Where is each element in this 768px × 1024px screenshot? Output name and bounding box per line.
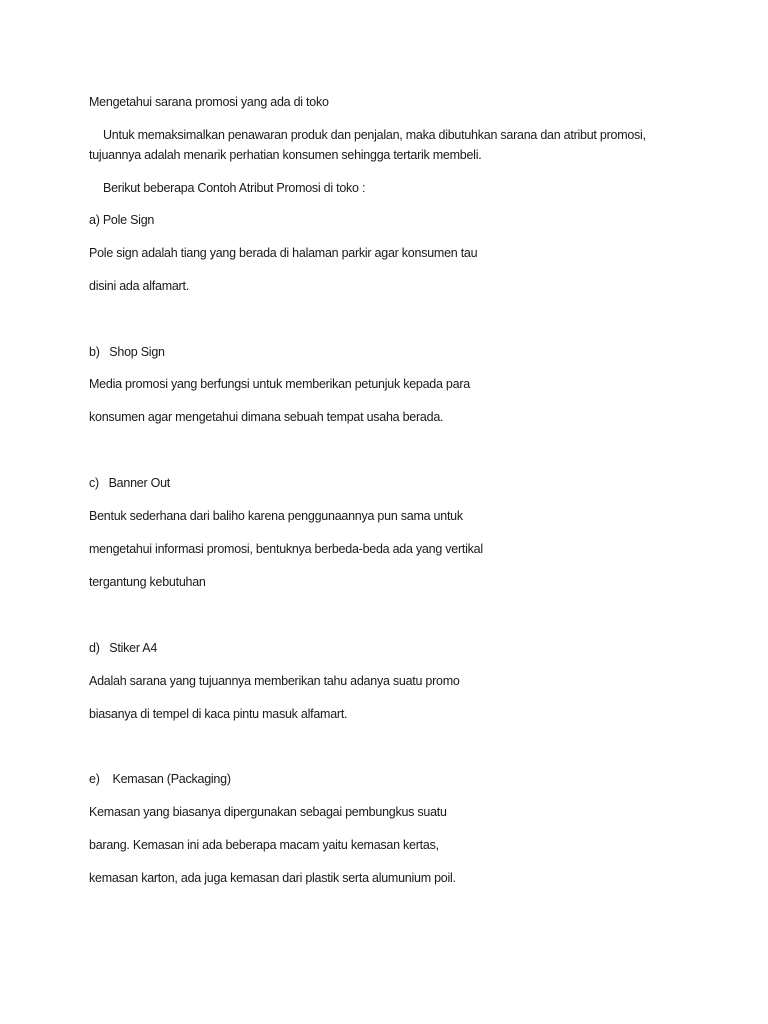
section-text: tergantung kebutuhan <box>89 575 206 589</box>
intro-line: Untuk memaksimalkan penawaran produk dan penjalan, maka dibutuhkan sarana dan atribut promosi, <box>103 128 646 142</box>
section-heading-a: a) Pole Sign <box>89 213 155 227</box>
intro-line: tujuannya adalah menarik perhatian konsumen sehingga tertarik membeli. <box>89 148 482 162</box>
lead-paragraph: Berikut beberapa Contoh Atribut Promosi di toko : <box>103 181 366 195</box>
section-text: konsumen agar mengetahui dimana sebuah tempat usaha berada. <box>89 410 444 424</box>
section-text: barang. Kemasan ini ada beberapa macam yaitu kemasan kertas, <box>89 838 439 852</box>
section-text: biasanya di tempel di kaca pintu masuk alfamart. <box>89 707 348 721</box>
section-text: kemasan karton, ada juga kemasan dari plastik serta alumunium poil. <box>89 871 456 885</box>
section-heading-e: e) Kemasan (Packaging) <box>89 772 231 786</box>
section-text: Bentuk sederhana dari baliho karena penggunaannya pun sama untuk <box>89 509 463 523</box>
section-text: Media promosi yang berfungsi untuk memberikan petunjuk kepada para <box>89 377 470 391</box>
section-text: Pole sign adalah tiang yang berada di halaman parkir agar konsumen tau <box>89 246 478 260</box>
section-text: Kemasan yang biasanya dipergunakan sebagai pembungkus suatu <box>89 805 447 819</box>
document-title: Mengetahui sarana promosi yang ada di toko <box>89 95 329 109</box>
section-text: disini ada alfamart. <box>89 279 189 293</box>
section-heading-b: b) Shop Sign <box>89 345 165 359</box>
section-heading-d: d) Stiker A4 <box>89 641 158 655</box>
section-text: mengetahui informasi promosi, bentuknya berbeda-beda ada yang vertikal <box>89 542 483 556</box>
section-heading-c: c) Banner Out <box>89 476 171 490</box>
section-text: Adalah sarana yang tujuannya memberikan tahu adanya suatu promo <box>89 674 460 688</box>
